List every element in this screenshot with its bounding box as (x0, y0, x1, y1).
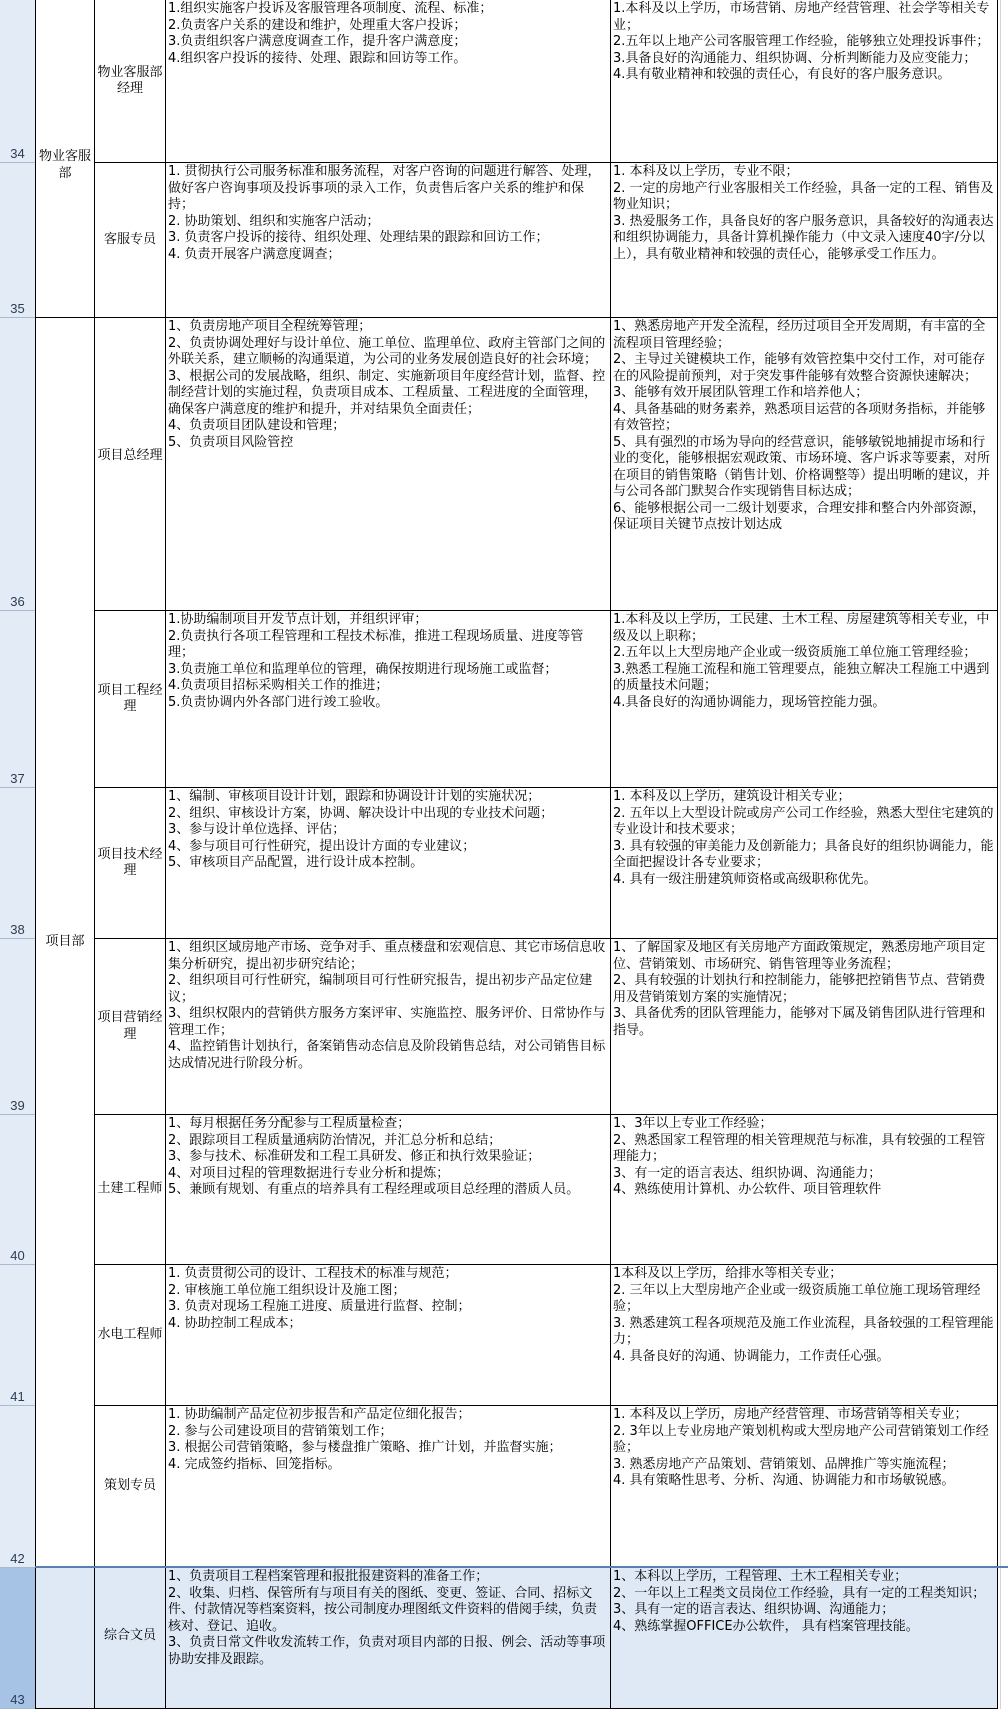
requirements-cell[interactable]: 1本科及以上学历，给排水等相关专业； 2. 三年以上大型房地产企业或一级资质施工单位施工现场管理经验； 3. 熟悉建筑工程各项规范及施工作业流程，具备较强的工程管理能力； 4. 具备良好的沟通、协调能力，工作责任心强。 (611, 1265, 998, 1406)
job-title-cell[interactable]: 客服专员 (95, 163, 166, 318)
requirements-cell[interactable]: 1、熟悉房地产开发全流程，经历过项目全开发周期，有丰富的全流程项目管理经验； 2、主导过关键模块工作，能够有效管控集中交付工作，对可能存在的风险提前预判，对于突发事件能够有效整合资源快速解决； 3、能够有效开展团队管理工作和培养他人； 4、具备基础的财务素养，熟悉项目运营的各项财务指标，并能够有效管控； 5、具有强烈的市场为导向的经营意识，能够敏锐地捕捉市场和行业的变化，能够根据宏观政策、市场环境、客户诉求等要素，对所在项目的销售策略（销售计划、价格调整等）提出明晰的建议，并与公司各部门默契合作实现销售目标达成； 6、能够根据公司一二级计划要求，合理安排和整合内外部资源，保证项目关键节点按计划达成 (611, 318, 998, 611)
requirements-cell[interactable]: 1、了解国家及地区有关房地产方面政策规定，熟悉房地产项目定位、营销策划、市场研究、销售管理等业务流程； 2、具有较强的计划执行和控制能力，能够把控销售节点、营销费用及营销策划方案的实施情况； 3、具备优秀的团队管理能力，能够对下属及销售团队进行管理和指导。 (611, 939, 998, 1115)
row-header-36[interactable]: 36 (0, 318, 35, 611)
requirements-cell[interactable]: 1. 本科及以上学历，专业不限； 2. 一定的房地产行业客服相关工作经验，具备一定的工程、销售及物业知识； 3. 热爱服务工作，具备良好的客户服务意识，具备较好的沟通表达和组织协调能力，具备计算机操作能力（中文录入速度40字/分以上），具有敬业精神和较强的责任心，能够承受工作压力。 (611, 163, 998, 318)
duties-cell[interactable]: 1.协助编制项目开发节点计划，并组织评审； 2.负责执行各项工程管理和工程技术标准，推进工程现场质量、进度等管理； 3.负责施工单位和监理单位的管理，确保按期进行现场施工或监督； 4.负责项目招标采购相关工作的推进； 5.负责协调内外各部门进行竣工验收。 (166, 611, 611, 788)
requirements-cell[interactable]: 1. 本科及以上学历，建筑设计相关专业； 2. 五年以上大型设计院或房产公司工作经验，熟悉大型住宅建筑的专业设计和技术要求； 3. 具有较强的审美能力及创新能力；具备良好的组织协调能力，能全面把握设计各专业要求； 4. 具有一级注册建筑师资格或高级职称优先。 (611, 788, 998, 939)
row-header-43[interactable]: 43 (0, 1568, 35, 1709)
duties-cell[interactable]: 1、负责房地产项目全程统筹管理； 2、负责协调处理好与设计单位、施工单位、监理单位、政府主管部门之间的外联关系，建立顺畅的沟通渠道，为公司的业务发展创造良好的社会环境； 3、根据公司的发展战略，组织、制定、实施新项目年度经营计划，监督、控制经营计划的实施过程，负责项目成本、工程质量、工程进度的全面管理，确保客户满意度的维护和提升，并对结果负全面责任； 4、负责项目团队建设和管理； 5、负责项目风险管控 (166, 318, 611, 611)
duties-cell[interactable]: 1.组织实施客户投诉及客服管理各项制度、流程、标准； 2.负责客户关系的建设和维护，处理重大客户投诉； 3.负责组织客户满意度调查工作，提升客户满意度； 4.组织客户投诉的接待、处理、跟踪和回访等工作。 (166, 0, 611, 163)
row-header-40[interactable]: 40 (0, 1115, 35, 1265)
job-title-cell[interactable]: 物业客服部经理 (95, 0, 166, 163)
job-title-cell[interactable]: 土建工程师 (95, 1115, 166, 1265)
row-header-34[interactable]: 34 (0, 0, 35, 163)
row-header-37[interactable]: 37 (0, 611, 35, 788)
job-title-cell[interactable]: 项目技术经理 (95, 788, 166, 939)
department-cell[interactable] (35, 1568, 95, 1709)
duties-cell[interactable]: 1、组织区域房地产市场、竞争对手、重点楼盘和宏观信息、其它市场信息收集分析研究，提出初步研究结论； 2、组织项目可行性研究，编制项目可行性研究报告，提出初步产品定位建议； 3、组织权限内的营销供方服务方案评审、实施监控、服务评价、日常协作与管理工作； 4、监控销售计划执行，备案销售动态信息及阶段销售总结，对公司销售目标达成情况进行阶段分析。 (166, 939, 611, 1115)
requirements-cell[interactable]: 1.本科及以上学历，工民建、土木工程、房屋建筑等相关专业，中级及以上职称； 2.五年以上大型房地产企业或一级资质施工单位施工管理经验； 3.熟悉工程施工流程和施工管理要点，能独立解决工程施工中遇到的质量技术问题； 4.具备良好的沟通协调能力，现场管控能力强。 (611, 611, 998, 788)
job-title-cell[interactable]: 项目总经理 (95, 318, 166, 611)
requirements-cell[interactable]: 1、本科以上学历，工程管理、土木工程相关专业； 2、一年以上工程类文员岗位工作经验，具有一定的工程类知识； 3、具有一定的语言表达、组织协调、沟通能力； 4、熟练掌握OFFICE办公软件， 具有档案管理技能。 (611, 1568, 998, 1709)
row-header-39[interactable]: 39 (0, 939, 35, 1115)
row-header-42[interactable]: 42 (0, 1406, 35, 1568)
gridline (1000, 0, 1001, 1709)
duties-cell[interactable]: 1、编制、审核项目设计计划，跟踪和协调设计计划的实施状况； 2、组织、审核设计方案，协调、解决设计中出现的专业技术问题； 3、参与设计单位选择、评估； 4、参与项目可行性研究，提出设计方面的专业建议； 5、审核项目产品配置，进行设计成本控制。 (166, 788, 611, 939)
duties-cell[interactable]: 1、负责项目工程档案管理和报批报建资料的准备工作； 2、收集、归档、保管所有与项目有关的图纸、变更、签证、合同、招标文件、付款情况等档案资料，按公司制度办理图纸文件资料的借阅手续，负责核对、登记、追收。 3、负责日常文件收发流转工作，负责对项目内部的日报、例会、活动等事项协助安排及跟踪。 (166, 1568, 611, 1709)
row-header-41[interactable]: 41 (0, 1265, 35, 1406)
job-title-cell[interactable]: 策划专员 (95, 1406, 166, 1568)
department-cell[interactable]: 项目部 (35, 318, 95, 1568)
job-title-cell[interactable]: 项目营销经理 (95, 939, 166, 1115)
duties-cell[interactable]: 1. 负责贯彻公司的设计、工程技术的标准与规范； 2. 审核施工单位施工组织设计及施工图； 3. 负责对现场工程施工进度、质量进行监督、控制； 4. 协助控制工程成本； (166, 1265, 611, 1406)
selection-border (35, 1566, 1008, 1568)
job-title-cell[interactable]: 综合文员 (95, 1568, 166, 1709)
duties-cell[interactable]: 1. 贯彻执行公司服务标准和服务流程，对客户咨询的问题进行解答、处理，做好客户咨询事项及投诉事项的录入工作，负责售后客户关系的维护和保持； 2. 协助策划、组织和实施客户活动； 3. 负责客户投诉的接待、组织处理、处理结果的跟踪和回访工作； 4. 负责开展客户满意度调查； (166, 163, 611, 318)
job-title-cell[interactable]: 水电工程师 (95, 1265, 166, 1406)
requirements-cell[interactable]: 1.本科及以上学历，市场营销、房地产经营管理、社会学等相关专业； 2.五年以上地产公司客服管理工作经验，能够独立处理投诉事件； 3.具备良好的沟通能力、组织协调、分析判断能力及应变能力； 4.具有敬业精神和较强的责任心，有良好的客户服务意识。 (611, 0, 998, 163)
row-header-35[interactable]: 35 (0, 163, 35, 318)
requirements-cell[interactable]: 1、3年以上专业工作经验； 2、熟悉国家工程管理的相关管理规范与标准，具有较强的工程管理能力； 3、有一定的语言表达、组织协调、沟通能力； 4、熟练使用计算机、办公软件、项目管理软件 (611, 1115, 998, 1265)
duties-cell[interactable]: 1. 协助编制产品定位初步报告和产品定位细化报告； 2. 参与公司建设项目的营销策划工作； 3. 根据公司营销策略，参与楼盘推广策略、推广计划，并监督实施； 4. 完成签约指标、回笼指标。 (166, 1406, 611, 1568)
department-cell[interactable]: 物业客服部 (35, 0, 95, 318)
job-title-cell[interactable]: 项目工程经理 (95, 611, 166, 788)
row-header-38[interactable]: 38 (0, 788, 35, 939)
duties-cell[interactable]: 1、每月根据任务分配参与工程质量检查； 2、跟踪项目工程质量通病防治情况，并汇总分析和总结； 3、参与技术、标准研发和工程工具研发、修正和执行效果验证； 4、对项目过程的管理数据进行专业分析和提炼； 5、兼顾有规划、有重点的培养具有工程经理或项目总经理的潜质人员。 (166, 1115, 611, 1265)
requirements-cell[interactable]: 1. 本科及以上学历，房地产经营管理、市场营销等相关专业； 2. 3年以上专业房地产策划机构或大型房地产公司营销策划工作经验； 3. 熟悉房地产产品策划、营销策划、品牌推广等实施流程； 4. 具有策略性思考、分析、沟通、协调能力和市场敏锐感。 (611, 1406, 998, 1568)
